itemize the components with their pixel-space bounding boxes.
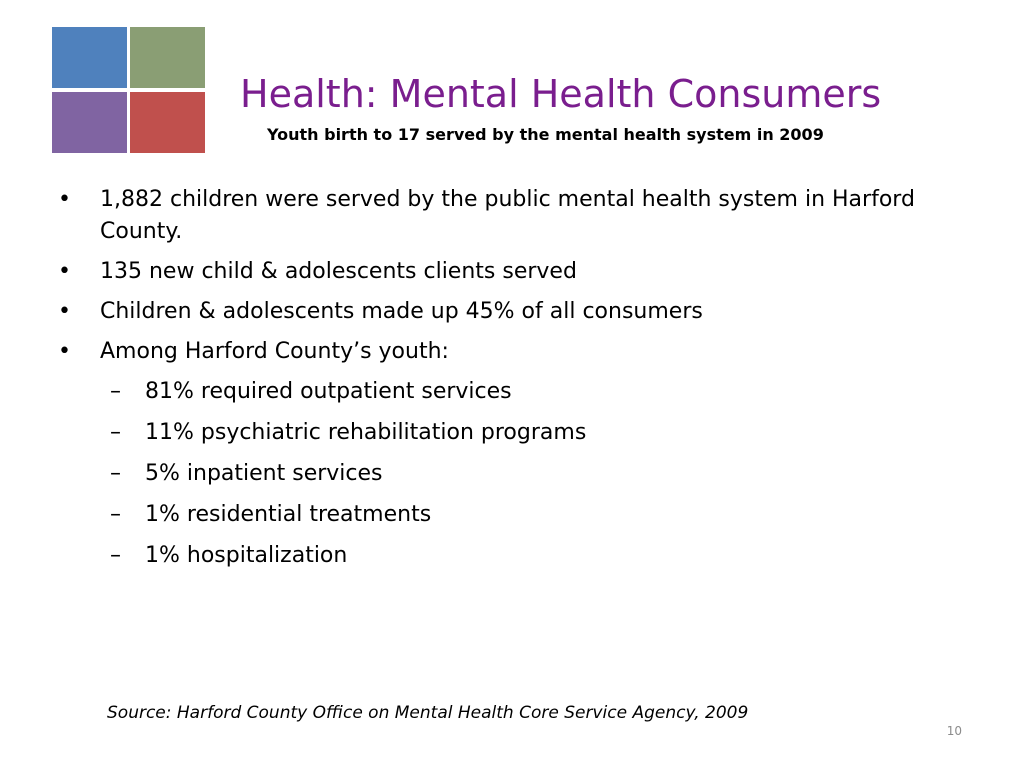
bullet-mark: • xyxy=(58,299,71,324)
bullet-text: Children & adolescents made up 45% of all consumers xyxy=(100,299,703,324)
bullet-item xyxy=(58,256,958,288)
sub-bullet-text: 1% hospitalization xyxy=(145,543,348,568)
bullet-item xyxy=(58,296,958,328)
source-note: Source: Harford County Office on Mental Health Core Service Agency, 2009 xyxy=(107,703,749,723)
bullet-mark: • xyxy=(58,187,71,212)
bullet-mark: • xyxy=(58,259,71,284)
sub-bullet-mark: – xyxy=(110,502,121,527)
bullet-list xyxy=(58,184,958,581)
bullet-item xyxy=(58,184,958,248)
bullet-text: Among Harford County’s youth: xyxy=(100,339,449,364)
sub-bullet-mark: – xyxy=(110,543,121,568)
logo-square-red xyxy=(130,92,205,153)
bullet-text: 135 new child & adolescents clients served xyxy=(100,259,577,284)
bullet-item xyxy=(58,336,958,368)
slide-title: Health: Mental Health Consumers xyxy=(240,72,882,116)
sub-bullet-text: 11% psychiatric rehabilitation programs xyxy=(145,420,587,445)
sub-bullet-mark: – xyxy=(110,461,121,486)
sub-bullet-item xyxy=(58,540,958,572)
page-number: 10 xyxy=(946,724,962,738)
sub-bullet-item xyxy=(58,376,958,408)
logo xyxy=(52,27,205,153)
logo-square-purple xyxy=(52,92,127,153)
sub-bullet-item xyxy=(58,499,958,531)
sub-bullet-text: 1% residential treatments xyxy=(145,502,432,527)
sub-bullet-text: 81% required outpatient services xyxy=(145,379,512,404)
slide-subtitle: Youth birth to 17 served by the mental health system in 2009 xyxy=(267,125,824,144)
sub-bullet-item xyxy=(58,458,958,490)
logo-square-blue xyxy=(52,27,127,88)
bullet-text: 1,882 children were served by the public mental health system in Harford County. xyxy=(100,187,915,244)
logo-square-green xyxy=(130,27,205,88)
sub-bullet-mark: – xyxy=(110,420,121,445)
sub-bullet-mark: – xyxy=(110,379,121,404)
sub-bullet-item xyxy=(58,417,958,449)
bullet-mark: • xyxy=(58,339,71,364)
sub-bullet-text: 5% inpatient services xyxy=(145,461,383,486)
